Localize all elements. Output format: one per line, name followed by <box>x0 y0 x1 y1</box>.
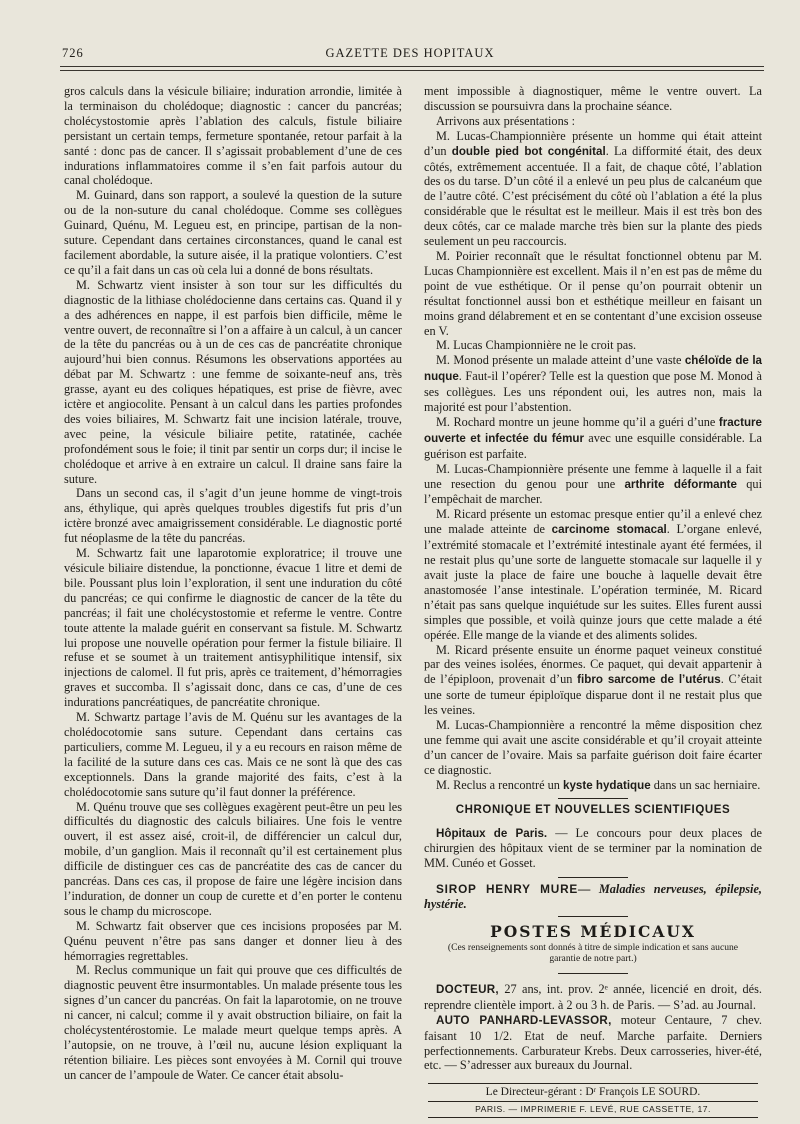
paragraph <box>424 415 762 462</box>
chronique-text: — Le concours pour deux places de chirurgien des hôpitaux vient de se terminer par la nomination de MM. Cunéo et Gosset. <box>424 825 763 871</box>
paragraph <box>424 114 762 129</box>
postes-note: (Ces renseignements sont donnés à titre de simple indication et sans aucune garantie de notre part.) <box>447 941 739 965</box>
paragraph <box>64 486 402 546</box>
text-run: M. Poirier reconnaît que le résultat fonctionnel obtenu par M. Lucas Championnière est excellent. Mais il n’en est pas de même du point de vue esthétique. Or il pense qu’on pourrait obtenir un résultat fonctionnel aussi bon et esthétique meilleur en faisant un moins grand délabrement et en se contentant d’une excision osseuse en V. <box>424 248 762 338</box>
paragraph <box>424 84 762 114</box>
bold-term: carcinome stomacal <box>551 523 667 537</box>
bold-term: fibro sarcome de l’utérus <box>577 673 721 687</box>
sirop-brand: SIROP HENRY MURE <box>436 882 579 897</box>
page-number: 726 <box>62 46 84 60</box>
text-run: M. Lucas-Championnière a rencontré la même disposition chez une femme qui avait une ascite considérable et qu’il croyait atteinte d’un cancer de l’ovaire. Mais sa parfaite guérison doit faire écarter ce diagnostic. <box>424 718 762 777</box>
text-run: . L’organe enlevé, l’extrémité stomacale et l’extrémité intestinale ayant été fermées, il ne restait plus qu’une sorte de languette stomacale sur laquelle il y avait juste la place de faire une bouche à laquelle devait être anastomosée l’anse intestinale. L’opération terminée, M. Ricard n’était pas sans quelque inquiétude sur les suites. Elles furent aussi simples que possible, et voilà quinze jours que cette malade a été opérée. Elle mange de la viande et des aliments solides. <box>424 522 762 642</box>
section-divider <box>558 798 628 799</box>
text-run: M. Quénu trouve que ses collègues exagèrent peut-être un peu les difficultés du diagnostic des calculs biliaires. Une fois le ventre ouvert, il est assez aisé, croit-il, de différencier un calcul dur, mobile, d’un ganglion. Mais il reconnaît qu’il est certainement plus difficile de distinguer ces cas de pancréatite des cas de cancer du pancréas. Dans ces cas, il propose de faire une légère incision dans l’induration, de donner un coup de curette et d’en porter le contenu sous le champ du microscope. <box>64 799 402 918</box>
text-run: M. Lucas Championnière ne le croit pas. <box>436 338 637 353</box>
text-run: avec une esquille considérable. La guérison est parfaite. <box>424 430 762 461</box>
chronique-lead: Hôpitaux de Paris. <box>436 826 548 840</box>
text-run: M. Schwartz partage l’avis de M. Quénu sur les avantages de la cholédocotomie sans suture. Cependant dans certains cas particuliers, comme M. Legueu, il y a eu recours en raison même de la facilité de la suture dans ces cas. Mais ce ne sont là que des cas exceptionnels. Dans la grande majorité des faits, c’est à la cholédocotomie sans suture qu’il faut donner la préférence. <box>64 710 402 799</box>
ad-lead: DOCTEUR, <box>436 982 499 996</box>
bold-term: fracture ouverte et infectée du fémur <box>424 415 762 445</box>
paragraph <box>424 507 762 642</box>
text-run: M. Rochard montre un jeune homme qu’il a guéri d’une <box>436 414 719 429</box>
text-run: M. Schwartz fait une laparotomie exploratrice; il trouve une vésicule biliaire distendue, la ponctionne, évacue 1 litre et demi de bile. Poussant plus loin l’exploration, il sent une induration du côté du pancréas; ce qui confirme le diagnostic de cancer de la tête du pancréas; il fait une cholécystostomie et referme le ventre. Contre toute attente la malade guérit en conservant sa fistule. M. Schwartz lui propose une nouvelle opération pour fermer la fistule biliaire. Il refuse et se soumet à un traitement antisyphilitique intensif, six injections de calomel. Il fut pris, après ce traitement, d’hémorragies graves et succomba. Il s’agissait donc, dans ce cas, d’une de ces indurations pancréatiques, de pancréatite chronique. <box>64 546 402 710</box>
paragraph <box>424 353 762 415</box>
classified-ads <box>424 982 762 1073</box>
header-rule <box>60 66 764 71</box>
paragraph <box>424 129 762 249</box>
text-run: . C’était une sorte de tumeur épiploïque disparue dont il ne restait plus que les veines. <box>424 672 762 718</box>
director-line: Le Directeur-gérant : Dʳ François LE SOURD. <box>485 1086 701 1099</box>
paragraph <box>424 462 762 508</box>
text-run: M. Guinard, dans son rapport, a soulevé la question de la suture ou de la non-suture du canal cholédoque. Comme ses collègues Guinard, Quénu, M. Legueu est, en principe, partisan de la non-suture. Cependant dans certaines circonstances, quand le canal est facilement abordable, la suture aisée, il la pratique volontiers. C’est ce qu’il a fait dans un cas où cela lui a donné de bons résultats. <box>64 188 402 277</box>
page-header <box>60 44 760 64</box>
paragraph <box>64 710 402 799</box>
paragraph <box>64 800 402 919</box>
bold-term: arthrite déformante <box>624 477 737 491</box>
text-run: M. Schwartz vient insister à son tour sur les difficultés du diagnostic de la lithiase cholédocienne dans certains cas. Quand il y a des adhérences en nappe, il est parfois bien difficile, même le ventre ouvert, de reconnaître si l’on a affaire à un calcul, à un cancer de la tête du pancréas ou à un de ces cas de pancréatite chronique aujourd’hui bien connus. Résumons les observations apportées au débat par M. Schwartz : une femme de soixante-neuf ans, très grasse, ayant eu des coliques hépatiques, est prise de fièvre, avec ictère et angiocolite. Pensant à un calcul dans les parties profondes des voies biliaires, M. Schwartz fait une incision latérale, trouve, avec peine, la vésicule biliaire petite, ratatinée, cachée profondément sous le foie; il tinit par sentir un corps dur; il incise le cholédoque et arrive à en extraire un calcul. Il draine sans faire la suture. <box>64 277 402 486</box>
paragraph <box>64 188 402 277</box>
postes-title: POSTES MÉDICAUX <box>490 922 696 942</box>
paragraph <box>64 546 402 710</box>
paragraph <box>64 963 402 1082</box>
paragraph <box>424 718 762 778</box>
bold-term: kyste hydatique <box>563 778 651 792</box>
right-column-text <box>424 84 762 794</box>
text-run: gros calculs dans la vésicule biliaire; induration arrondie, limitée à la terminaison du cholédoque; diagnostic : cancer du pancréas; cholécystostomie après l’ablation des calculs, fistule biliaire persistant un certain temps, fermeture spontanée, retour parfait à la santé : donc pas de cancer. Il s’agissait probablement d’une de ces indurations inflammatoires comme il s’en fait parfois autour du canal cholédoque. <box>64 84 402 188</box>
text-run: M. Ricard présente un estomac presque entier qu’il a enlevé chez une malade atteinte de <box>424 507 762 537</box>
text-run: M. Ricard présente ensuite un énorme paquet veineux constitué par des veines isolées, énormes. Ce paquet, qui devait appartenir à de l’épiploon, provenait d’un <box>424 642 762 687</box>
sirop-ad <box>424 882 762 912</box>
running-title: GAZETTE DES HOPITAUX <box>325 46 495 60</box>
ad-item <box>424 1013 762 1074</box>
right-column <box>424 84 762 1118</box>
chronique-paragraph <box>424 826 762 872</box>
text-run: . Faut-il l’opérer? Telle est la question que pose M. Monod à ses collègues. Les uns répondent oui, les autres non, mais la majorité est pour l’abstention. <box>424 369 762 415</box>
text-run: ment impossible à diagnostiquer, même le ventre ouvert. La discussion se poursuivra dans la prochaine séance. <box>424 84 762 113</box>
text-run: qui l’empêchait de marcher. <box>424 476 762 507</box>
ad-text: 27 ans, int. prov. 2ᵉ année, licencié en droit, dés. reprendre clientèle import. à 2 ou 3 h. de Paris. — S’ad. au Journal. <box>424 981 762 1012</box>
text-run: dans un sac herniaire. <box>650 777 761 792</box>
bold-term: double pied bot congénital <box>451 144 606 158</box>
text-run: M. Lucas-Championnière présente un homme qui était atteint d’un <box>424 128 762 158</box>
paragraph <box>64 84 402 188</box>
paragraph <box>424 338 762 353</box>
section-divider <box>558 877 628 878</box>
paragraph <box>424 643 762 719</box>
ad-lead: AUTO PANHARD-LEVASSOR, <box>436 1013 612 1027</box>
bold-term: chéloïde de la nuque <box>424 354 762 384</box>
paragraph <box>424 249 762 338</box>
chronique-title: CHRONIQUE ET NOUVELLES SCIENTIFIQUES <box>455 803 731 816</box>
paragraph <box>64 278 402 487</box>
ad-item <box>424 982 762 1013</box>
text-run: M. Reclus a rencontré un <box>436 777 564 792</box>
section-divider <box>558 973 628 974</box>
paragraph <box>424 778 762 794</box>
text-run: M. Lucas-Championnière présente une femme à laquelle il a fait une resection du genou pour une <box>424 461 762 491</box>
paragraph <box>64 919 402 964</box>
text-run: . La difformité était, des deux côtés, extrêmement accentuée. Il a fait, de chaque côté, l’ablation des os du tarse. D’un côté il a enlevé un peu plus de calcanéum que de l’autre côté. C’est précisément du côté où l’ablation a été la plus considérable que le résultat est le meilleur. Mais il est très bon des deux côtés, car ce malade marche très bien sur la plante des pieds seulement un peu raccourcis. <box>424 143 762 249</box>
sirop-tagline: — Maladies nerveuses, épilepsie, hystérie. <box>424 882 762 912</box>
text-run: M. Reclus communique un fait qui prouve que ces difficultés de diagnostic peuvent être insurmontables. Un malade présente tous les signes d’un cancer du pancréas. On fait la laparotomie, on ne trouve ni cancer, ni calcul; comme il y avait obstruction biliaire, on fait la cholécystentérostomie. Le malade meurt quelque temps après. A l’autopsie, on ne trouve, à l’œil nu, aucune lésion expliquant la rétention biliaire. Les pièces sont envoyées à M. Cornil qui trouve un cancer de l’ampoule de Water. Ce cancer était absolu- <box>64 963 402 1082</box>
left-column <box>64 84 402 1083</box>
text-run: M. Schwartz fait observer que ces incisions proposées par M. Quénu peuvent n’être pas sans danger et donner lieu à des hémorragies regrettables. <box>64 918 402 963</box>
printer-line: PARIS. — IMPRIMERIE F. LEVÉ, RUE CASSETTE, 17. <box>428 1101 758 1115</box>
section-divider <box>558 916 628 917</box>
text-run: Arrivons aux présentations : <box>436 113 575 128</box>
ad-text: moteur Centaure, 7 chev. faisant 10 1/2. Etat de neuf. Marche parfaite. Derniers perfectionnements. Carburateur Krebs. Deux carrosseries, hiver-été, etc. — S’adresser aux bureaux du Journal. <box>424 1012 762 1073</box>
text-run: Dans un second cas, il s’agit d’un jeune homme de vingt-trois ans, éthylique, qui après quelques troubles digestifs fut pris d’un ictère bronzé avec amaigrissement considérable. Le diagnostic porté fut néoplasme de la tête du pancréas. <box>64 486 402 546</box>
text-run: M. Monod présente un malade atteint d’une vaste <box>436 353 685 368</box>
imprint-box <box>428 1083 758 1118</box>
